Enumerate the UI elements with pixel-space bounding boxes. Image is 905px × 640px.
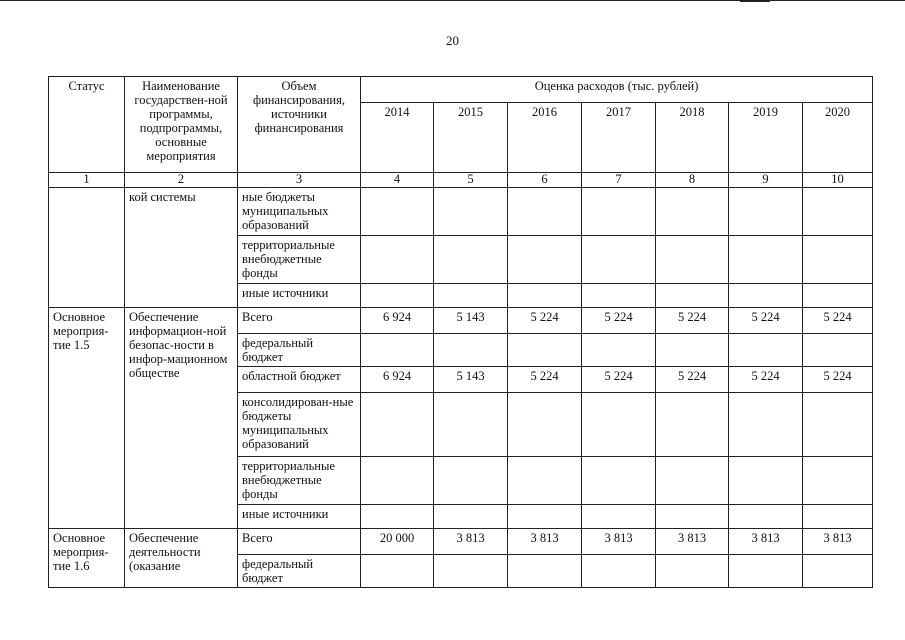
value-cell	[361, 457, 434, 505]
funding-source-cell: консолидирован-ные бюджеты муниципальных образований	[238, 393, 361, 457]
value-cell	[729, 457, 803, 505]
funding-source-cell: Всего	[238, 308, 361, 334]
value-cell	[803, 555, 873, 588]
value-cell	[508, 505, 582, 529]
column-index: 4	[361, 173, 434, 188]
status-cell: Основное мероприя-тие 1.6	[49, 529, 125, 588]
value-cell: 5 224	[803, 308, 873, 334]
value-cell	[582, 334, 656, 367]
value-cell	[729, 334, 803, 367]
value-cell: 6 924	[361, 367, 434, 393]
program-name-cell: Обеспечение информацион-ной безопас-ности в инфор-мационном обществе	[125, 308, 238, 529]
value-cell	[361, 505, 434, 529]
value-cell	[361, 555, 434, 588]
value-cell: 20 000	[361, 529, 434, 555]
value-cell	[508, 393, 582, 457]
column-index: 6	[508, 173, 582, 188]
value-cell	[729, 505, 803, 529]
header-year: 2020	[803, 103, 873, 173]
top-rule-right	[740, 0, 770, 2]
value-cell: 5 224	[656, 367, 729, 393]
funding-source-cell: территориальные внебюджетные фонды	[238, 236, 361, 284]
header-year: 2015	[434, 103, 508, 173]
value-cell	[803, 505, 873, 529]
value-cell: 5 224	[508, 367, 582, 393]
value-cell	[729, 284, 803, 308]
value-cell	[656, 334, 729, 367]
value-cell	[656, 284, 729, 308]
value-cell	[582, 555, 656, 588]
header-year: 2016	[508, 103, 582, 173]
value-cell	[508, 334, 582, 367]
value-cell	[361, 334, 434, 367]
value-cell	[656, 457, 729, 505]
value-cell	[803, 188, 873, 236]
header-expense-estimate: Оценка расходов (тыс. рублей)	[361, 77, 873, 103]
value-cell	[729, 188, 803, 236]
value-cell	[508, 284, 582, 308]
funding-source-cell: федеральный бюджет	[238, 555, 361, 588]
value-cell	[508, 555, 582, 588]
value-cell	[434, 188, 508, 236]
value-cell	[361, 236, 434, 284]
value-cell: 5 143	[434, 308, 508, 334]
value-cell	[803, 457, 873, 505]
value-cell: 5 224	[803, 367, 873, 393]
funding-source-cell: федеральный бюджет	[238, 334, 361, 367]
column-index: 2	[125, 173, 238, 188]
value-cell	[803, 284, 873, 308]
funding-source-cell: ные бюджеты муниципальных образований	[238, 188, 361, 236]
value-cell: 3 813	[434, 529, 508, 555]
value-cell: 5 224	[508, 308, 582, 334]
value-cell: 5 224	[582, 367, 656, 393]
header-year: 2018	[656, 103, 729, 173]
column-index: 5	[434, 173, 508, 188]
table-row	[49, 188, 873, 236]
column-index: 3	[238, 173, 361, 188]
value-cell	[582, 505, 656, 529]
funding-source-cell: иные источники	[238, 505, 361, 529]
funding-source-cell: областной бюджет	[238, 367, 361, 393]
value-cell	[656, 555, 729, 588]
value-cell: 3 813	[729, 529, 803, 555]
program-name-cell: Обеспечение деятельности (оказание	[125, 529, 238, 588]
status-cell: Основное мероприя-тие 1.5	[49, 308, 125, 529]
value-cell	[803, 393, 873, 457]
value-cell	[508, 236, 582, 284]
value-cell: 3 813	[656, 529, 729, 555]
header-program-name: Наименование государствен-ной программы, подпрограммы, основные мероприятия	[125, 77, 238, 173]
value-cell	[361, 188, 434, 236]
value-cell	[508, 457, 582, 505]
column-index: 1	[49, 173, 125, 188]
column-index: 9	[729, 173, 803, 188]
value-cell	[582, 188, 656, 236]
value-cell	[803, 236, 873, 284]
value-cell	[434, 457, 508, 505]
column-index: 7	[582, 173, 656, 188]
column-index: 10	[803, 173, 873, 188]
value-cell	[434, 555, 508, 588]
funding-source-cell: территориальные внебюджетные фонды	[238, 457, 361, 505]
budget-table	[48, 76, 873, 588]
value-cell: 3 813	[803, 529, 873, 555]
value-cell	[582, 393, 656, 457]
value-cell	[434, 505, 508, 529]
value-cell: 5 224	[729, 367, 803, 393]
value-cell: 5 143	[434, 367, 508, 393]
value-cell	[361, 284, 434, 308]
table-row	[49, 308, 873, 334]
value-cell	[656, 393, 729, 457]
header-year: 2014	[361, 103, 434, 173]
funding-source-cell: Всего	[238, 529, 361, 555]
column-index: 8	[656, 173, 729, 188]
value-cell: 6 924	[361, 308, 434, 334]
header-status: Статус	[49, 77, 125, 173]
program-name-cell: кой системы	[125, 188, 238, 308]
value-cell	[656, 188, 729, 236]
value-cell	[803, 334, 873, 367]
column-index-row	[49, 173, 873, 188]
header-year: 2017	[582, 103, 656, 173]
value-cell	[361, 393, 434, 457]
value-cell: 3 813	[582, 529, 656, 555]
funding-source-cell: иные источники	[238, 284, 361, 308]
value-cell	[434, 236, 508, 284]
value-cell	[656, 236, 729, 284]
value-cell	[582, 457, 656, 505]
value-cell	[582, 236, 656, 284]
value-cell: 5 224	[582, 308, 656, 334]
value-cell	[729, 555, 803, 588]
value-cell	[434, 393, 508, 457]
page-number: 20	[446, 33, 459, 48]
value-cell	[434, 334, 508, 367]
value-cell	[729, 236, 803, 284]
value-cell	[582, 284, 656, 308]
value-cell	[729, 393, 803, 457]
table-row	[49, 529, 873, 555]
status-cell	[49, 188, 125, 308]
value-cell	[656, 505, 729, 529]
value-cell: 5 224	[729, 308, 803, 334]
value-cell	[508, 188, 582, 236]
header-year: 2019	[729, 103, 803, 173]
value-cell	[434, 284, 508, 308]
value-cell: 5 224	[656, 308, 729, 334]
value-cell: 3 813	[508, 529, 582, 555]
header-funding-sources: Объем финансирования, источники финансирования	[238, 77, 361, 173]
